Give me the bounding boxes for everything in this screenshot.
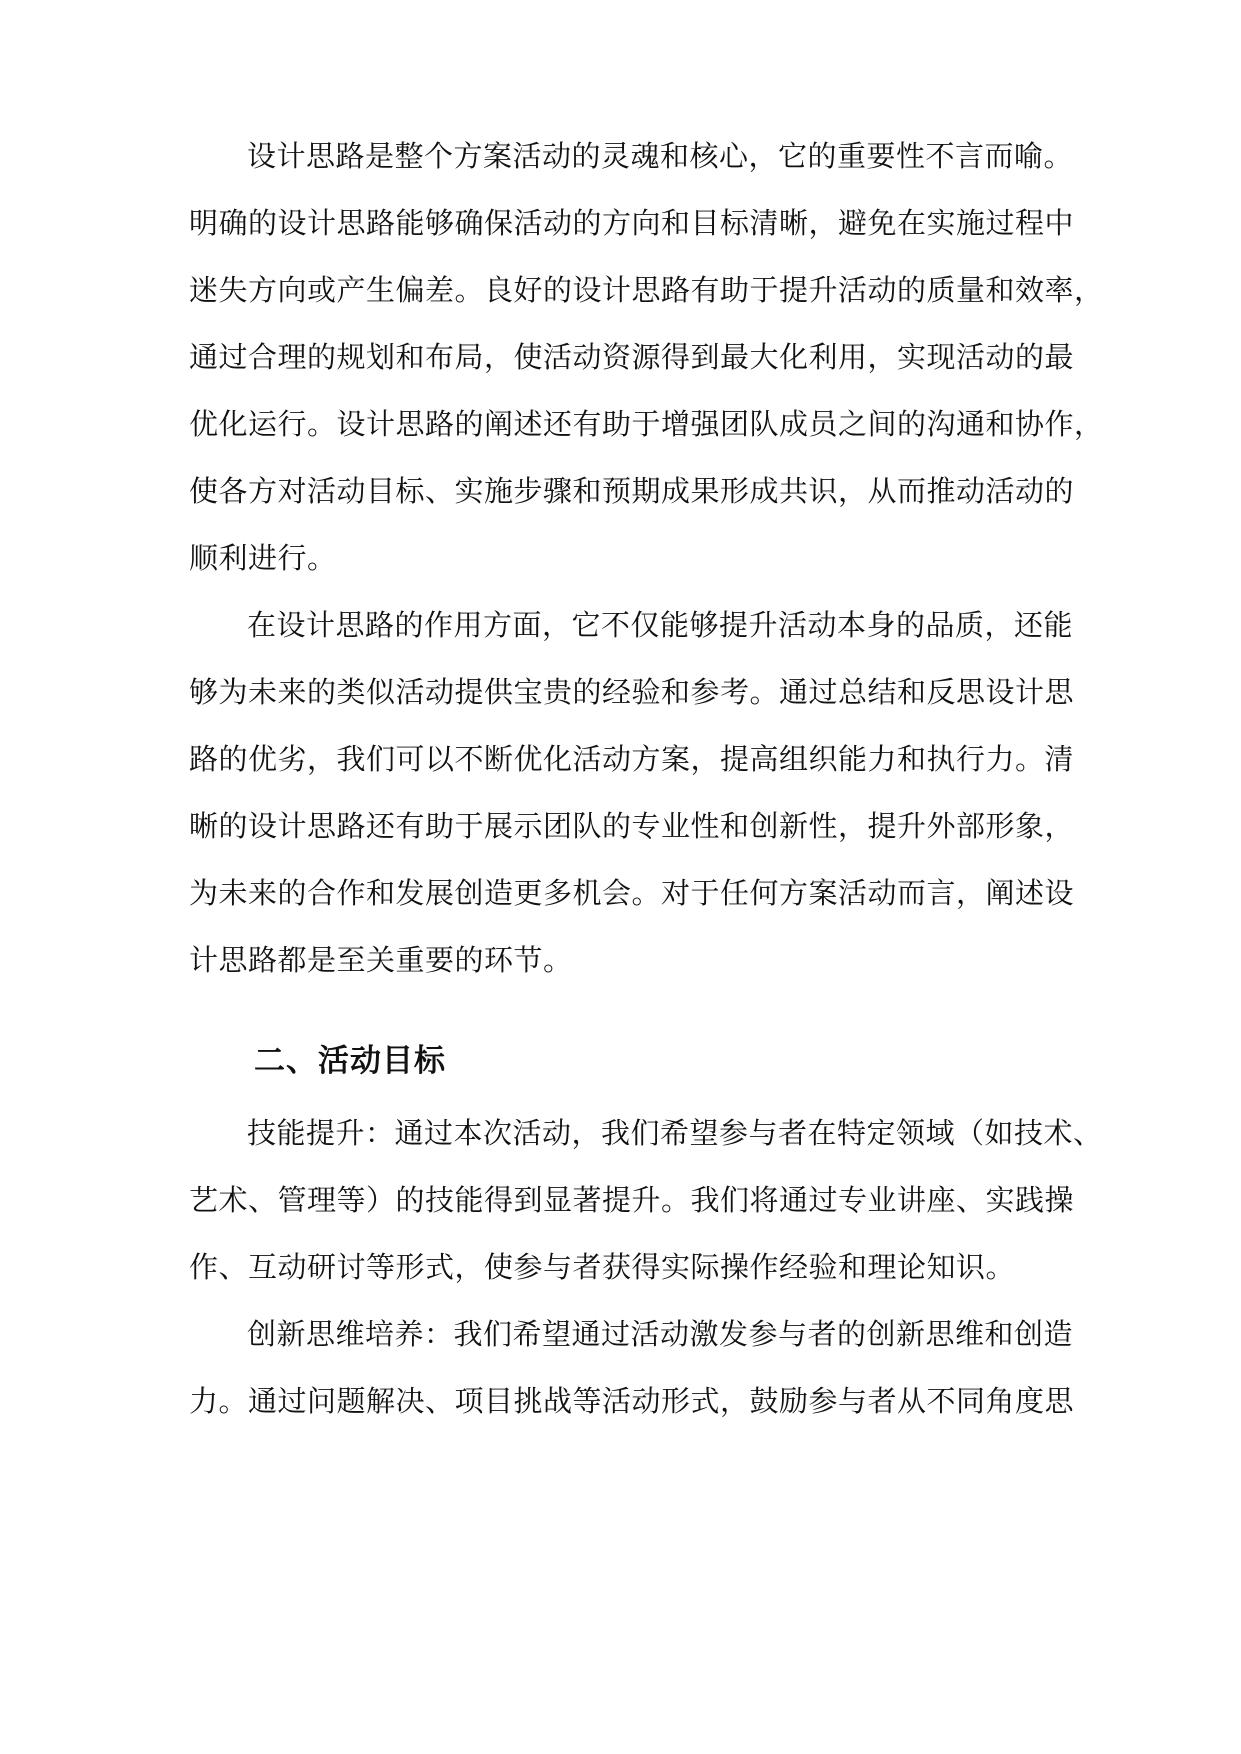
text-line: 力。通过问题解决、项目挑战等活动形式，鼓励参与者从不同角度思 — [189, 1384, 1075, 1418]
text-line: 通过合理的规划和布局，使活动资源得到最大化利用，实现活动的最 — [189, 340, 1075, 374]
text-line: 为未来的合作和发展创造更多机会。对于任何方案活动而言，阐述设 — [189, 876, 1075, 910]
text-line: 顺利进行。 — [189, 541, 337, 575]
text-line: 晰的设计思路还有助于展示团队的专业性和创新性，提升外部形象， — [189, 809, 1075, 843]
text-line: 明确的设计思路能够确保活动的方向和目标清晰，避免在实施过程中 — [189, 206, 1075, 240]
text-line: 作、互动研讨等形式，使参与者获得实际操作经验和理论知识。 — [189, 1250, 1016, 1284]
text-line: 够为未来的类似活动提供宝贵的经验和参考。通过总结和反思设计思 — [189, 675, 1075, 709]
section-heading: 二、活动目标 — [254, 1043, 446, 1079]
text-line: 迷失方向或产生偏差。良好的设计思路有助于提升活动的质量和效率， — [189, 273, 1104, 307]
text-line: 使各方对活动目标、实施步骤和预期成果形成共识，从而推动活动的 — [189, 474, 1075, 508]
text-line: 艺术、管理等）的技能得到显著提升。我们将通过专业讲座、实践操 — [189, 1183, 1075, 1217]
text-line: 计思路都是至关重要的环节。 — [189, 943, 573, 977]
text-line: 设计思路是整个方案活动的灵魂和核心，它的重要性不言而喻。 — [247, 139, 1074, 173]
text-line: 在设计思路的作用方面，它不仅能够提升活动本身的品质，还能 — [247, 608, 1074, 642]
text-line: 技能提升：通过本次活动，我们希望参与者在特定领域（如技术、 — [247, 1116, 1103, 1150]
text-line: 路的优劣，我们可以不断优化活动方案，提高组织能力和执行力。清 — [189, 742, 1075, 776]
text-line: 优化运行。设计思路的阐述还有助于增强团队成员之间的沟通和协作， — [189, 407, 1104, 441]
text-line: 创新思维培养：我们希望通过活动激发参与者的创新思维和创造 — [247, 1317, 1074, 1351]
